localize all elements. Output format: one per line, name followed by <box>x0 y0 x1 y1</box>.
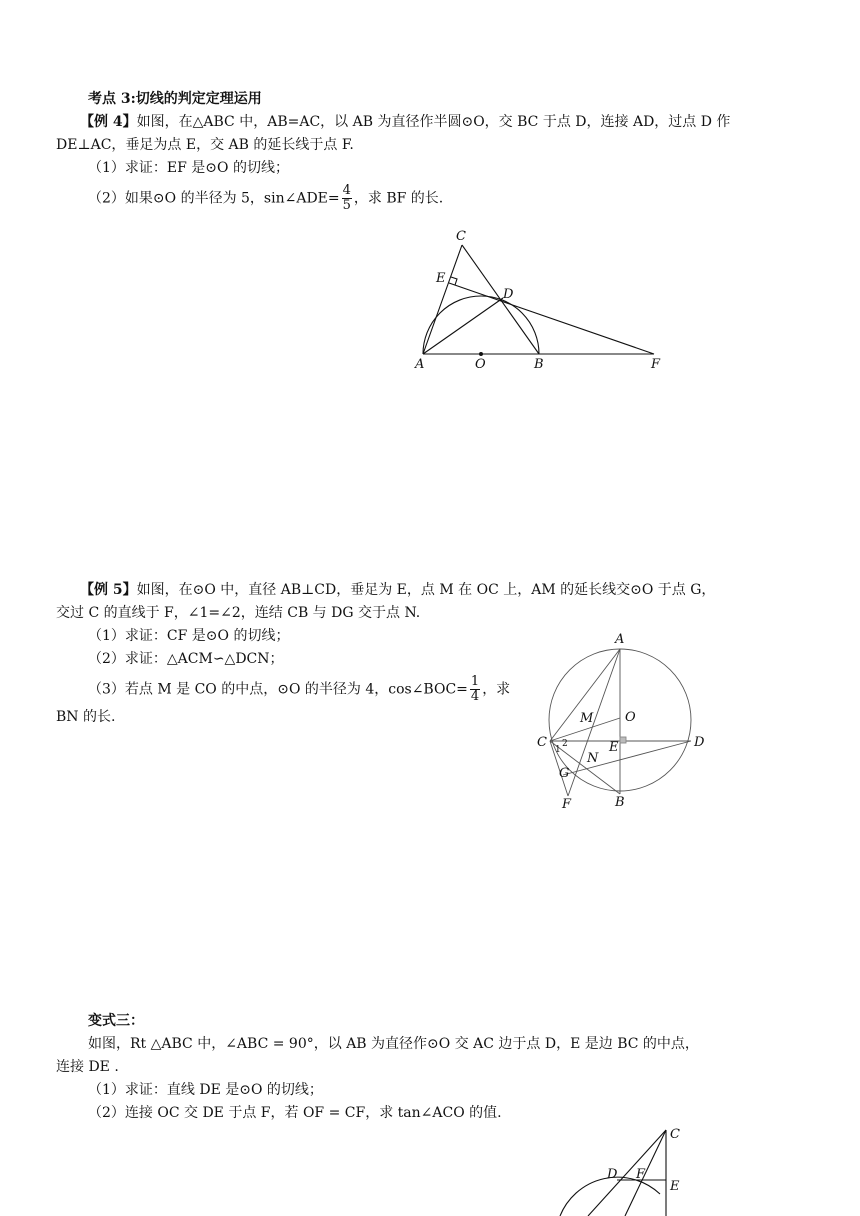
label-M: M <box>580 711 594 726</box>
label-D: D <box>607 1167 618 1182</box>
fraction-denominator: 4 <box>470 689 480 704</box>
example-5-question-3-post: ，求 <box>482 681 511 698</box>
example-4-text-1: 如图，在△ABC 中，AB=AC，以 AB 为直径作半圆⊙O，交 BC 于点 D，连接 AD，过点 D 作 <box>136 114 731 130</box>
example-5-question-2: （2）求证：△ACM∽△DCN； <box>88 651 284 667</box>
label-D: D <box>694 735 705 750</box>
label-O: O <box>625 710 636 725</box>
fraction-numerator: 1 <box>470 674 480 689</box>
label-D: D <box>503 287 514 302</box>
label-O: O <box>475 357 486 372</box>
label-N: N <box>587 751 599 766</box>
example-5-tag: 【例 5】 <box>80 582 137 598</box>
example-4-line-2: DE⊥AC，垂足为点 E，交 AB 的延长线于点 F. <box>56 137 354 153</box>
label-F: F <box>562 797 572 812</box>
example-5-text-1: 如图，在⊙O 中，直径 AB⊥CD，垂足为 E，点 M 在 OC 上，AM 的延长线交⊙O 于点 G， <box>136 582 716 598</box>
label-F: F <box>651 357 661 372</box>
variant-3-line-1: 如图，Rt △ABC 中，∠ABC = 90°，以 AB 为直径作⊙O 交 AC 边于点 D，E 是边 BC 的中点， <box>88 1036 699 1052</box>
label-A: A <box>415 357 425 372</box>
example-4-question-2-pre: （2）如果⊙O 的半径为 5，sin∠ADE= <box>88 190 340 207</box>
example-4-tag: 【例 4】 <box>80 114 137 130</box>
label-C: C <box>537 735 547 750</box>
fraction-denominator: 5 <box>342 198 351 213</box>
segment-CO <box>625 1130 666 1216</box>
label-B: B <box>615 795 625 810</box>
variant-3-title: 变式三： <box>88 1013 144 1029</box>
label-E: E <box>670 1179 680 1194</box>
example-5-question-3-pre: （3）若点 M 是 CO 的中点，⊙O 的半径为 4，cos∠BOC= <box>88 681 468 698</box>
variant-3-line-2: 连接 DE . <box>56 1059 119 1075</box>
variant-3-question-1: （1）求证：直线 DE 是⊙O 的切线； <box>88 1082 323 1098</box>
example-5-question-1: （1）求证：CF 是⊙O 的切线； <box>88 628 290 644</box>
example-4-question-1: （1）求证：EF 是⊙O 的切线； <box>88 160 289 176</box>
label-A: A <box>615 632 625 647</box>
circle-arc <box>560 1177 660 1216</box>
example-5-line-2: 交过 C 的直线于 F，∠1=∠2，连结 CB 与 DG 交于点 N. <box>56 605 421 621</box>
label-angle-1: 1 <box>555 745 561 755</box>
label-B: B <box>534 357 544 372</box>
variant-3-question-2: （2）连接 OC 交 DE 于点 F，若 OF = CF，求 tan∠ACO 的值. <box>88 1105 502 1121</box>
label-F: F <box>636 1167 646 1182</box>
fraction-numerator: 4 <box>342 183 351 198</box>
section-title: 考点 3:切线的判定定理运用 <box>88 91 262 107</box>
label-E: E <box>436 271 446 286</box>
label-angle-2: 2 <box>562 739 568 749</box>
label-E: E <box>609 740 619 755</box>
example-4-question-2-post: ，求 BF 的长. <box>353 190 444 207</box>
example-5-question-3-cont: BN 的长. <box>56 709 116 725</box>
label-G: G <box>559 766 570 781</box>
label-C: C <box>670 1127 680 1142</box>
label-C: C <box>456 229 466 244</box>
segment-CA <box>588 1130 666 1216</box>
